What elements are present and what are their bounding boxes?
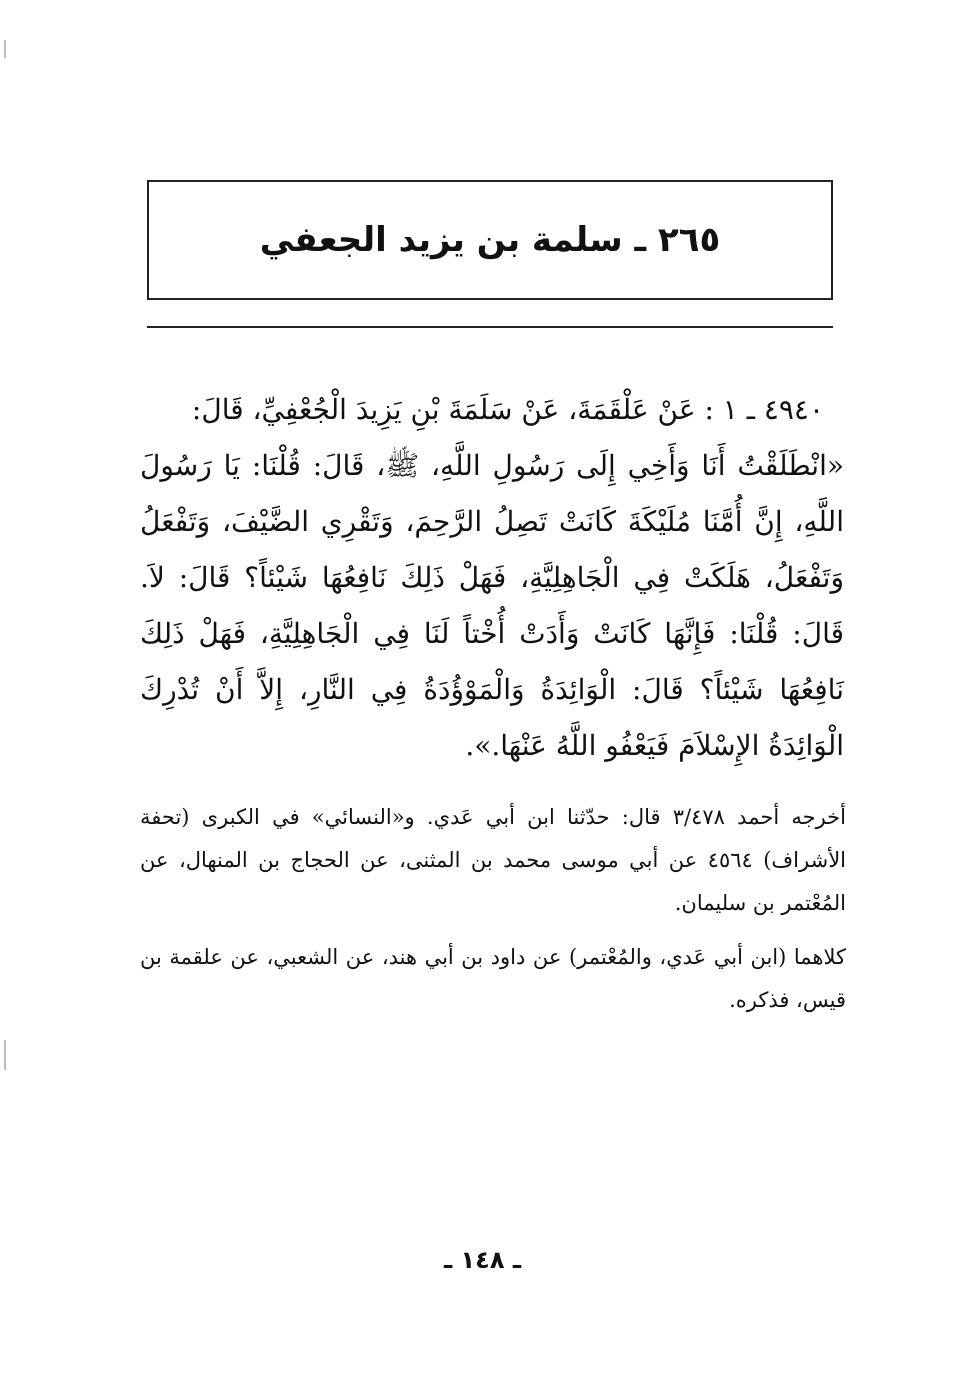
hadith-text [140, 382, 844, 774]
hadith-isnad: ٤٩٤٠ ـ ١ : عَنْ عَلْقَمَةَ، عَنْ سَلَمَةَ بْنِ يَزِيدَ الْجُعْفِيِّ، قَالَ: [191, 393, 824, 426]
chapter-title: ٢٦٥ ـ سلمة بن يزيد الجعفي [259, 220, 721, 260]
page-edge-mark [4, 40, 6, 58]
chapter-title-box [147, 180, 833, 300]
page-edge-mark [4, 1040, 6, 1070]
page-number: ـ ١٤٨ ـ [443, 1246, 522, 1274]
hadith-matn: «انْطَلَقْتُ أَنَا وَأَخِي إِلَى رَسُولِ اللَّهِ، ﷺ، قَالَ: قُلْنَا: يَا رَسُولَ اللَّهِ، إِنَّ أُمَّنَا مُلَيْكَةَ كَانَتْ تَصِلُ الرَّحِمَ، وَتَقْرِي الضَّيْفَ، وَتَفْعَلُ وَتَفْعَلُ، هَلَكَتْ فِي الْجَاهِلِيَّةِ، فَهَلْ ذَلِكَ نَافِعُهَا شَيْئاً؟ قَالَ: لاَ. قَالَ: قُلْنَا: فَإِنَّهَا كَانَتْ وَأَدَتْ أُخْتاً لَنَا فِي الْجَاهِلِيَّةِ، فَهَلْ ذَلِكَ نَافِعُهَا شَيْئاً؟ قَالَ: الْوَائِدَةُ وَالْمَوْؤُدَةُ فِي النَّارِ، إِلاَّ أَنْ تُدْرِكَ الْوَائِدَةُ الإِسْلاَمَ فَيَعْفُو اللَّهُ عَنْهَا.». [140, 449, 844, 762]
takhrij-paragraph-2: كلاهما (ابن أبي عَدي، والمُعْتمر) عن داود بن أبي هند، عن الشعبي، عن علقمة بن قيس، فذكره. [140, 945, 846, 1012]
takhrij-paragraph-1: أخرجه أحمد ٣/٤٧٨ قال: حدّثنا ابن أبي عَدي. و«النسائي» في الكبرى (تحفة الأشراف) ٤٥٦٤ عن أبي موسى محمد بن المثنى، عن الحجاج بن المنهال، عن المُعْتمر بن سليمان. [140, 805, 847, 915]
title-divider [147, 326, 833, 328]
